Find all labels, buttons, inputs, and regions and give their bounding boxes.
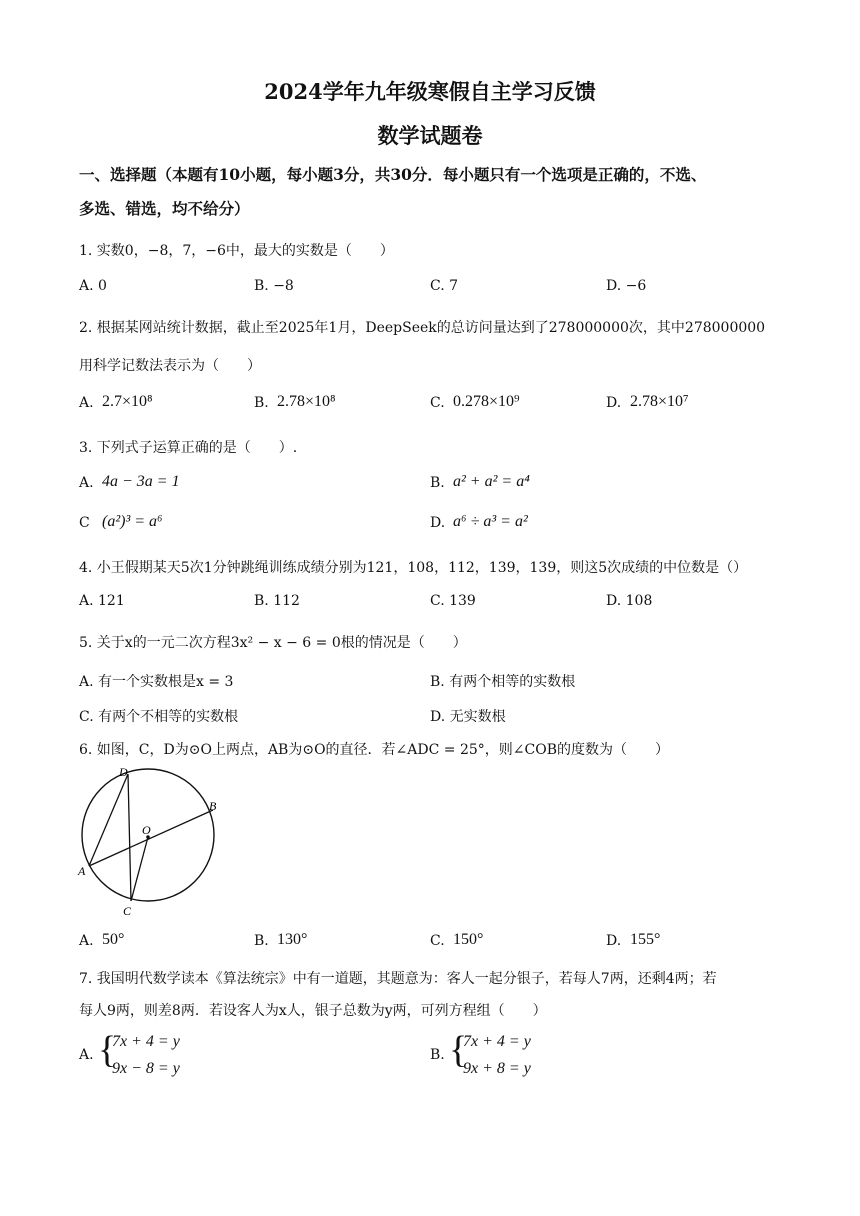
q6-option-b: 130°	[277, 931, 308, 948]
label-a: A	[78, 864, 86, 878]
q5-option-c: C. 有两个不相等的实数根	[79, 709, 239, 725]
q3-option-b-label: B.	[430, 475, 445, 491]
q7-option-a-eq1: 7x + 4 = y	[112, 1033, 180, 1050]
q2-option-c: 0.278×10⁹	[453, 393, 520, 410]
q3-stem: 3. 下列式子运算正确的是（ ）.	[79, 440, 298, 456]
q1-stem: 1. 实数0，−8，7，−6中，最大的实数是（ ）	[79, 243, 394, 259]
q4-option-b: B. 112	[254, 593, 300, 609]
q2-option-b: 2.78×10⁸	[277, 393, 336, 410]
q4-option-a: A. 121	[79, 593, 125, 609]
label-o: O	[142, 823, 151, 837]
q7-option-a-brace: {	[98, 1029, 117, 1071]
q1-option-c: C. 7	[430, 278, 459, 294]
page-title: 2024学年九年级寒假自主学习反馈	[264, 79, 596, 104]
q3-option-d-label: D.	[430, 515, 446, 531]
q7-stem-line1: 7. 我国明代数学读本《算法统宗》中有一道题，其题意为：客人一起分银子，若每人7两，还剩4两；若	[79, 971, 717, 987]
label-c: C	[123, 904, 132, 918]
q3-option-b: a² + a² = a⁴	[453, 473, 530, 490]
section-heading-line1: 一、选择题（本题有10小题，每小题3分，共30分．每小题只有一个选项是正确的，不选、	[79, 165, 707, 184]
q7-option-b-label: B.	[430, 1047, 445, 1063]
q6-option-a: 50°	[102, 931, 125, 948]
q2-option-a-label: A.	[79, 395, 94, 411]
chord-dc	[128, 774, 131, 901]
q3-option-a: 4a − 3a = 1	[102, 473, 180, 490]
chord-ad	[89, 774, 128, 866]
q6-option-a-label: A.	[79, 933, 94, 949]
q4-option-d: D. 108	[606, 593, 653, 609]
q2-stem-line1: 2. 根据某网站统计数据，截止至2025年1月，DeepSeek的总访问量达到了278000000次，其中278000000	[79, 320, 766, 336]
q7-option-a-label: A.	[79, 1047, 94, 1063]
q3-option-a-label: A.	[79, 475, 94, 491]
q6-option-d-label: D.	[606, 933, 622, 949]
q5-option-d: D. 无实数根	[430, 709, 506, 725]
label-b: B	[209, 799, 217, 813]
q3-option-d: a⁶ ÷ a³ = a²	[453, 513, 528, 530]
q7-stem-line2: 每人9两，则差8两．若设客人为x人，银子总数为y两，可列方程组（ ）	[79, 1003, 547, 1019]
q2-option-b-label: B.	[254, 395, 269, 411]
q3-option-c-label: C	[79, 515, 90, 531]
q4-option-c: C. 139	[430, 593, 476, 609]
circle-geometry-figure	[72, 760, 232, 922]
q7-option-b-brace: {	[449, 1029, 468, 1071]
q1-option-b: B. −8	[254, 278, 294, 294]
q6-option-c: 150°	[453, 931, 484, 948]
q2-stem-line2: 用科学记数法表示为（ ）	[79, 358, 261, 374]
q5-stem: 5. 关于x的一元二次方程3x² − x − 6 = 0根的情况是（ ）	[79, 635, 467, 651]
q7-option-b-eq1: 7x + 4 = y	[463, 1033, 531, 1050]
q6-option-c-label: C.	[430, 933, 445, 949]
q1-option-d: D. −6	[606, 278, 647, 294]
q7-option-a-eq2: 9x − 8 = y	[112, 1060, 180, 1077]
q2-option-a: 2.7×10⁸	[102, 393, 153, 410]
q1-option-a: A. 0	[79, 278, 107, 294]
q6-option-d: 155°	[630, 931, 661, 948]
diameter-ab	[89, 810, 213, 866]
q2-option-c-label: C.	[430, 395, 445, 411]
q4-stem: 4. 小王假期某天5次1分钟跳绳训练成绩分别为121，108，112，139，139，则这5次成绩的中位数是（）	[79, 560, 748, 576]
q6-stem: 6. 如图，C，D为⊙O上两点，AB为⊙O的直径．若∠ADC = 25°，则∠COB的度数为（ ）	[79, 742, 669, 758]
q5-option-a: A. 有一个实数根是x = 3	[79, 674, 234, 690]
q2-option-d-label: D.	[606, 395, 622, 411]
q5-option-b: B. 有两个相等的实数根	[430, 674, 576, 690]
q3-option-c: (a²)³ = a⁶	[102, 513, 163, 530]
page-subtitle: 数学试题卷	[377, 123, 483, 148]
section-heading-line2: 多选、错选，均不给分）	[79, 199, 250, 218]
q7-option-b-eq2: 9x + 8 = y	[463, 1060, 531, 1077]
q6-option-b-label: B.	[254, 933, 269, 949]
label-d: D	[119, 765, 128, 779]
radius-oc	[131, 837, 148, 901]
q2-option-d: 2.78×10⁷	[630, 393, 689, 410]
